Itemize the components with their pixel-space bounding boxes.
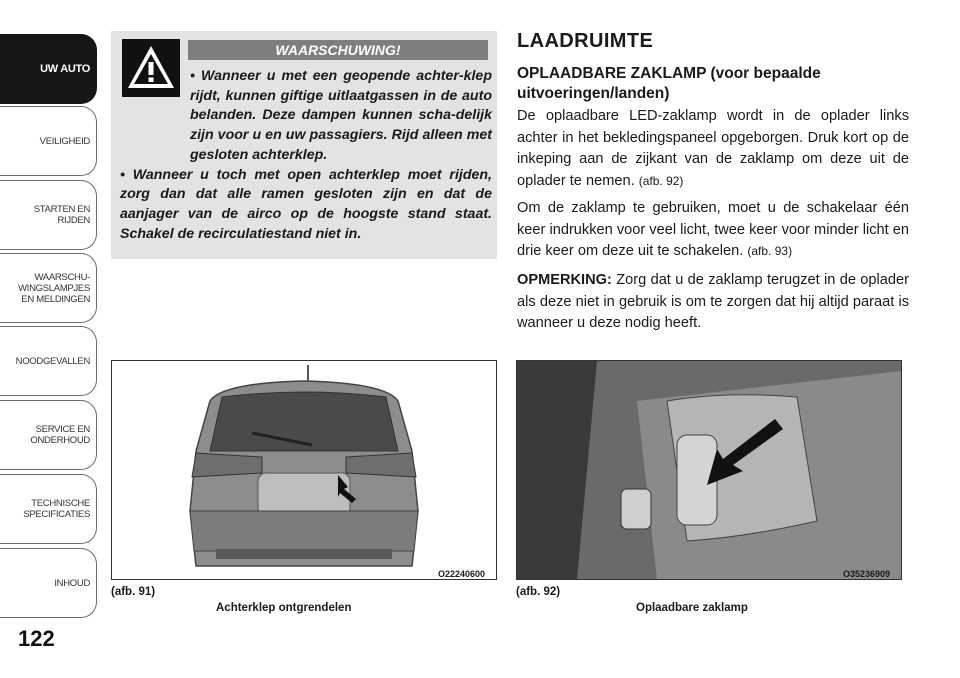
page-number: 122	[18, 626, 55, 651]
tab-label: WAARSCHU- WINGSLAMPJES EN MELDINGEN	[18, 271, 90, 305]
tab-waarschuwingslampjes[interactable]	[0, 253, 97, 323]
note	[517, 270, 909, 335]
tab-label: TECHNISCHE SPECIFICATIES	[23, 498, 90, 520]
paragraph-2	[517, 198, 909, 263]
tab-label: UW AUTO	[40, 62, 90, 75]
figure-ref-92: (afb. 92)	[638, 173, 684, 188]
tab-service-en-onderhoud[interactable]	[0, 400, 97, 470]
tab-technische-specificaties[interactable]	[0, 474, 97, 544]
tab-label: SERVICE EN ONDERHOUD	[30, 424, 90, 446]
figure-code: O22240600	[438, 569, 486, 579]
warning-bullet-1: • Wanneer u met een geopende achter-klep rijdt, kunnen giftige uitlaatgassen in de auto belanden. Deze dampen kunnen scha-delijk zijn voor u en uw passagiers. Rijd alleen met gesloten achterklep.	[190, 68, 492, 163]
figure-ref-92-caption: (afb. 92)	[516, 586, 561, 598]
tab-inhoud[interactable]	[0, 548, 97, 618]
figure-caption-91: Achterklep ontgrendelen	[216, 602, 352, 614]
tab-noodgevallen[interactable]	[0, 326, 97, 396]
tab-starten-en-rijden[interactable]	[0, 180, 97, 250]
tab-uw-auto[interactable]	[0, 34, 97, 104]
warning-text	[120, 67, 492, 244]
figure-code: O35236909	[843, 569, 891, 579]
warning-box	[111, 31, 497, 259]
section-subheading: OPLAADBARE ZAKLAMP (voor bepaalde uitvoeringen/landen)	[517, 65, 821, 102]
figure-tailgate	[111, 360, 497, 580]
note-text: Zorg dat u de zaklamp terugzet in de oplader als deze niet in gebruik is om te zorgen dat hij altijd paraat is wanneer u deze nodig heeft.	[517, 272, 909, 331]
tab-label: STARTEN EN RIJDEN	[33, 204, 90, 226]
flashlight-illustration	[517, 361, 901, 579]
figure-flashlight	[516, 360, 902, 580]
note-label: OPMERKING:	[517, 272, 612, 288]
tab-label: VEILIGHEID	[39, 135, 90, 147]
warning-bullet-2: • Wanneer u toch met open achterklep moet rijden, zorg dan dat alle ramen gesloten zijn en dat de aanjager van de airco op de hoogste stand staat. Schakel de recirculatiestand niet in.	[120, 166, 492, 242]
tailgate-illustration	[112, 361, 496, 579]
section-heading: LAADRUIMTE	[517, 30, 654, 52]
tab-label: NOODGEVALLEN	[15, 355, 90, 367]
tab-label: INHOUD	[54, 577, 90, 589]
paragraph-2-text: Om de zaklamp te gebruiken, moet u de schakelaar één keer indrukken voor veel licht, twee keer voor minder licht en drie keer om deze uit te schakelen.	[517, 200, 909, 259]
warning-title: WAARSCHUWING!	[188, 40, 488, 60]
figure-ref-93: (afb. 93)	[747, 244, 793, 258]
figure-ref-91: (afb. 91)	[111, 586, 156, 598]
tab-veiligheid[interactable]	[0, 106, 97, 176]
paragraph-1	[517, 106, 909, 192]
figure-caption-92: Oplaadbare zaklamp	[636, 602, 748, 614]
paragraph-1-text: De oplaadbare LED-zaklamp wordt in de oplader links achter in het bekledingspaneel opgeborgen. Druk kort op de inkeping aan de zijkant van de zaklamp om deze uit de oplader te nemen.	[517, 108, 909, 189]
